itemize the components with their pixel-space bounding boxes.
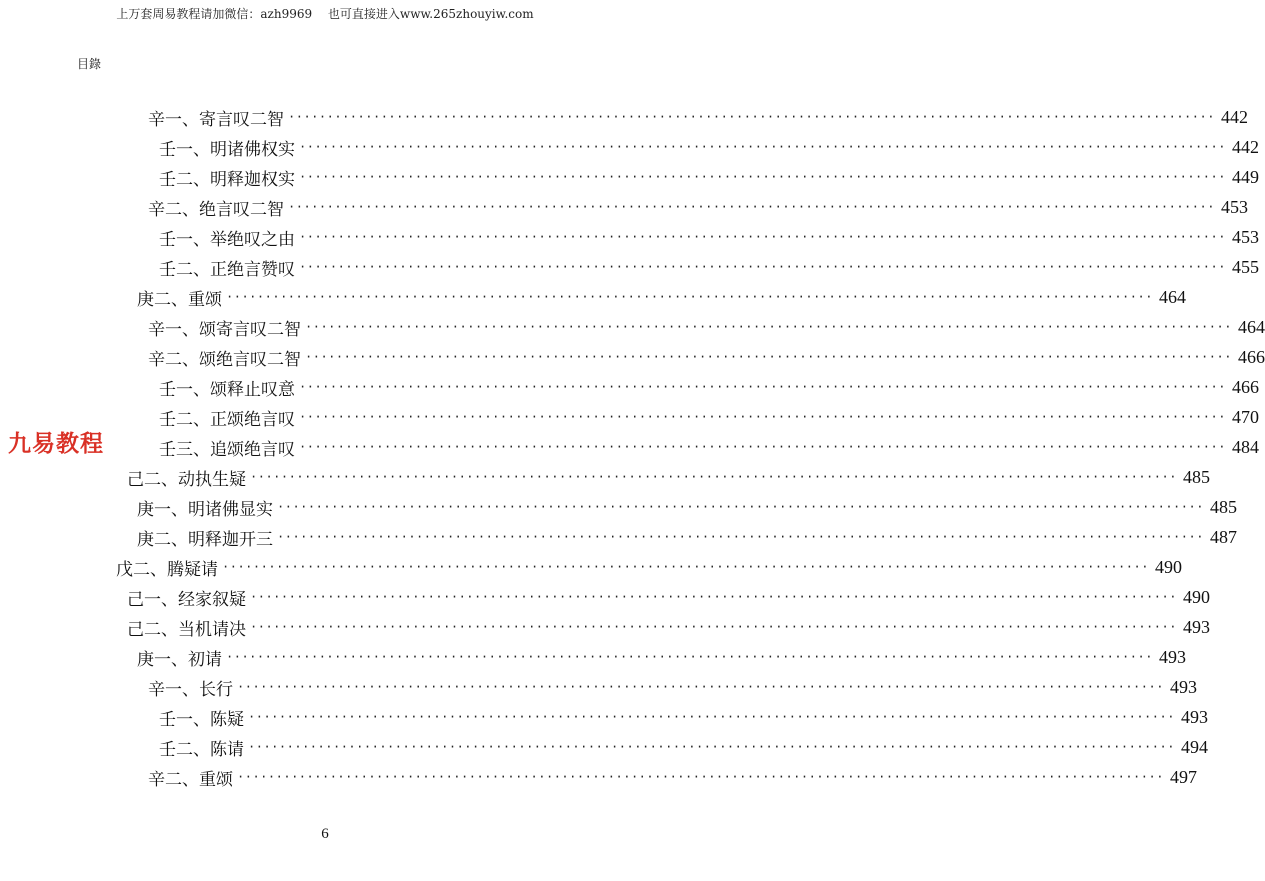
- toc-entry-title: 壬一、明诸佛权实: [159, 139, 295, 160]
- toc-entry[interactable]: [127, 612, 1210, 642]
- toc-entry-title: 壬一、陈疑: [159, 709, 244, 730]
- dot-leader: ························································································································: [288, 200, 1215, 214]
- toc-entry-page: 494: [1180, 736, 1208, 757]
- toc-entry-page: 442: [1231, 136, 1259, 157]
- toc-entry[interactable]: [159, 732, 1208, 762]
- toc-entry-page: 485: [1182, 466, 1210, 487]
- dot-leader: ························································································································: [299, 410, 1226, 424]
- toc-entry-page: 449: [1231, 166, 1259, 187]
- toc-entry-page: 485: [1209, 496, 1237, 517]
- dot-leader: ························································································································: [237, 770, 1164, 784]
- toc-entry-page: 490: [1154, 556, 1182, 577]
- toc-entry[interactable]: [148, 762, 1197, 792]
- toc-entry-page: 466: [1237, 346, 1265, 367]
- toc-entry[interactable]: [127, 582, 1210, 612]
- toc-entry-title: 己二、当机请决: [127, 619, 246, 640]
- toc-entry-title: 庚二、重颂: [137, 289, 222, 310]
- toc-entry-title: 辛二、绝言叹二智: [148, 199, 284, 220]
- toc-entry[interactable]: [148, 342, 1265, 372]
- toc-entry[interactable]: [137, 492, 1237, 522]
- toc-entry-page: 493: [1158, 646, 1186, 667]
- toc-entry-page: 453: [1220, 196, 1248, 217]
- dot-leader: ························································································································: [305, 320, 1232, 334]
- toc-entry-title: 庚一、明诸佛显实: [137, 499, 273, 520]
- toc-entry-page: 466: [1231, 376, 1259, 397]
- toc-entry-title: 辛一、寄言叹二智: [148, 109, 284, 130]
- toc-entry-page: 464: [1237, 316, 1265, 337]
- dot-leader: ························································································································: [226, 290, 1153, 304]
- toc-entry-title: 辛一、颂寄言叹二智: [148, 319, 301, 340]
- toc-entry-title: 壬一、颂释止叹意: [159, 379, 295, 400]
- dot-leader: ························································································································: [299, 440, 1226, 454]
- toc-entry[interactable]: [148, 192, 1248, 222]
- toc-entry-title: 壬一、举绝叹之由: [159, 229, 295, 250]
- toc-entry-title: 戊二、腾疑请: [116, 559, 218, 580]
- toc-entry[interactable]: [148, 312, 1265, 342]
- section-label: 目錄: [77, 57, 102, 71]
- toc-entry-page: 493: [1180, 706, 1208, 727]
- toc-entry-page: 464: [1158, 286, 1186, 307]
- dot-leader: ························································································································: [250, 620, 1177, 634]
- dot-leader: ························································································································: [277, 530, 1204, 544]
- toc-entry[interactable]: [116, 552, 1182, 582]
- toc-entry-page: 470: [1231, 406, 1259, 427]
- toc-entry[interactable]: [159, 222, 1259, 252]
- toc-entry[interactable]: [159, 162, 1259, 192]
- dot-leader: ························································································································: [222, 560, 1149, 574]
- toc-entry-page: 490: [1182, 586, 1210, 607]
- toc-entry[interactable]: [159, 432, 1259, 462]
- toc-entry-page: 442: [1220, 106, 1248, 127]
- toc-entry[interactable]: [159, 372, 1259, 402]
- toc-entry-title: 壬二、正绝言赞叹: [159, 259, 295, 280]
- toc-entry[interactable]: [159, 132, 1259, 162]
- dot-leader: ························································································································: [248, 740, 1175, 754]
- toc-entry-title: 庚二、明释迦开三: [137, 529, 273, 550]
- toc-entry[interactable]: [159, 702, 1208, 732]
- toc-entry-title: 辛二、颂绝言叹二智: [148, 349, 301, 370]
- toc-entry-title: 壬二、陈请: [159, 739, 244, 760]
- toc-entry[interactable]: [127, 462, 1210, 492]
- dot-leader: ························································································································: [299, 170, 1226, 184]
- toc-entry[interactable]: [148, 672, 1197, 702]
- dot-leader: ························································································································: [248, 710, 1175, 724]
- toc-entry[interactable]: [159, 402, 1259, 432]
- toc-entry[interactable]: [137, 642, 1186, 672]
- toc-entry[interactable]: [137, 522, 1237, 552]
- toc-entry-title: 壬二、正颂绝言叹: [159, 409, 295, 430]
- dot-leader: ························································································································: [250, 590, 1177, 604]
- dot-leader: ························································································································: [299, 380, 1226, 394]
- dot-leader: ························································································································: [299, 230, 1226, 244]
- top-banner: 上万套周易教程请加微信：azh9969 也可直接进入www.265zhouyiw.com: [116, 7, 534, 21]
- page-number: 6: [321, 826, 329, 842]
- dot-leader: ························································································································: [237, 680, 1164, 694]
- toc-entry-title: 壬三、追颂绝言叹: [159, 439, 295, 460]
- dot-leader: ························································································································: [226, 650, 1153, 664]
- toc-entry[interactable]: [148, 102, 1248, 132]
- toc-entry-page: 455: [1231, 256, 1259, 277]
- toc-entry-page: 484: [1231, 436, 1259, 457]
- dot-leader: ························································································································: [299, 260, 1226, 274]
- toc-entry-title: 壬二、明释迦权实: [159, 169, 295, 190]
- dot-leader: ························································································································: [288, 110, 1215, 124]
- toc-entry-title: 己一、经家叙疑: [127, 589, 246, 610]
- toc-entry-title: 辛二、重颂: [148, 769, 233, 790]
- watermark-logo: 九易教程: [8, 431, 104, 457]
- toc-entry[interactable]: [159, 252, 1259, 282]
- toc-entry-page: 493: [1169, 676, 1197, 697]
- toc-entry[interactable]: [137, 282, 1186, 312]
- toc-entry-title: 辛一、长行: [148, 679, 233, 700]
- dot-leader: ························································································································: [250, 470, 1177, 484]
- toc-entry-page: 487: [1209, 526, 1237, 547]
- dot-leader: ························································································································: [299, 140, 1226, 154]
- toc-entry-page: 453: [1231, 226, 1259, 247]
- dot-leader: ························································································································: [305, 350, 1232, 364]
- dot-leader: ························································································································: [277, 500, 1204, 514]
- toc-entry-title: 己二、动执生疑: [127, 469, 246, 490]
- toc-entry-title: 庚一、初请: [137, 649, 222, 670]
- toc-entry-page: 497: [1169, 766, 1197, 787]
- toc-entry-page: 493: [1182, 616, 1210, 637]
